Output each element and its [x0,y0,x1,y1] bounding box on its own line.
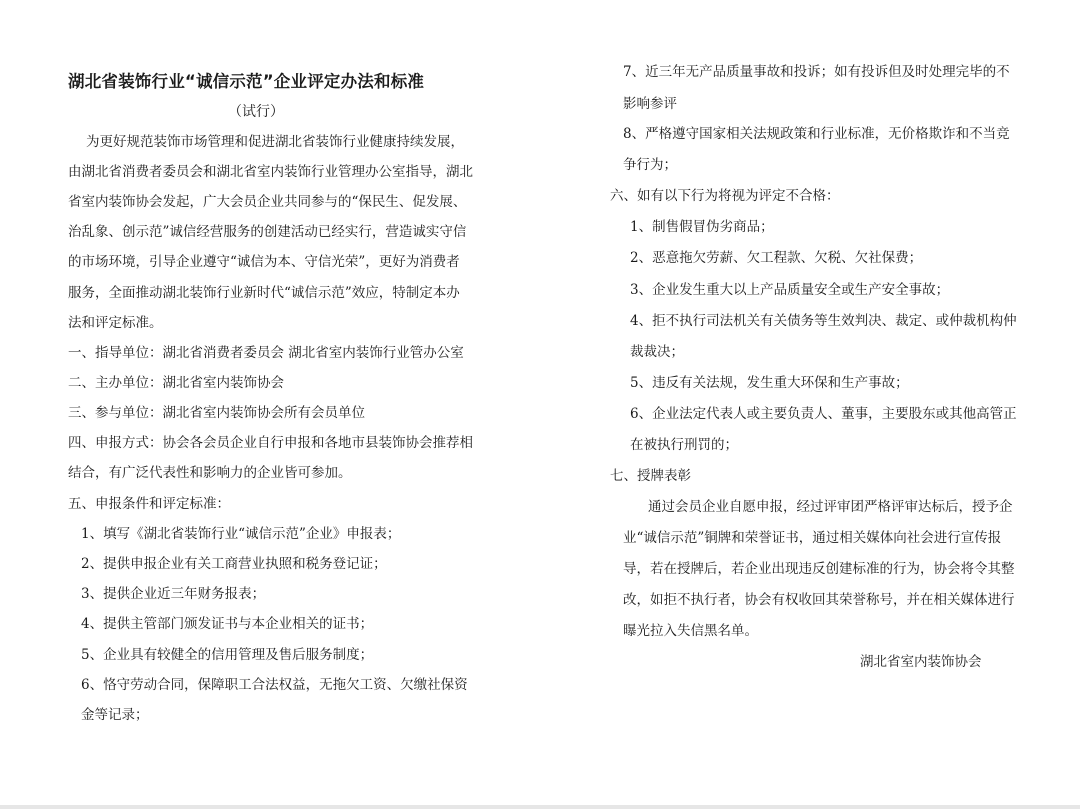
section-7-heading: 七、授牌表彰 [610,468,691,484]
disqualify-item-2: 2、恶意拖欠劳薪、欠工程款、欠税、欠社保费； [630,250,923,266]
criteria-item-8-cont: 争行为； [623,157,677,173]
section-3-participants: 三、参与单位：湖北省室内装饰协会所有会员单位 [68,405,365,421]
disqualify-item-3: 3、企业发生重大以上产品质量安全或生产安全事故； [630,282,950,298]
disqualify-item-4: 4、拒不执行司法机关有关债务等生效判决、裁定、或仲裁机构仲 [630,313,1017,329]
page-bottom-edge [0,805,1080,809]
document-title: 湖北省装饰行业“诚信示范”企业评定办法和标准 [68,72,425,91]
criteria-item-3: 3、提供企业近三年财务报表； [81,586,266,602]
section-1-guidance: 一、指导单位：湖北省消费者委员会 湖北省室内装饰行业管办公室 [68,345,464,361]
disqualify-item-6: 6、企业法定代表人或主要负责人、董事，主要股东或其他高管正 [630,406,1017,422]
criteria-item-6: 6、恪守劳动合同，保障职工合法权益，无拖欠工资、欠缴社保资 [81,677,468,693]
intro-line: 省室内装饰协会发起，广大会员企业共同参与的“保民生、促发展、 [68,194,467,210]
document-subtitle: （试行） [228,104,284,120]
criteria-item-8: 8、严格遵守国家相关法规政策和行业标准，无价格欺诈和不当竞 [623,126,1010,142]
disqualify-item-4-cont: 裁裁决； [630,344,684,360]
criteria-item-2: 2、提供申报企业有关工商营业执照和税务登记证； [81,556,387,572]
criteria-item-7-cont: 影响参评 [623,96,677,112]
intro-line: 的市场环境，引导企业遵守“诚信为本、守信光荣”，更好为消费者 [68,254,460,270]
intro-line: 服务，全面推动湖北装饰行业新时代“诚信示范”效应，特制定本办 [68,285,460,301]
award-line: 业“诚信示范”铜牌和荣誉证书，通过相关媒体向社会进行宣传报 [623,530,1002,546]
award-line: 导，若在授牌后，若企业出现违反创建标准的行为，协会将令其整 [623,561,1015,577]
signature-organization: 湖北省室内装饰协会 [860,654,982,670]
section-5-heading: 五、申报条件和评定标准： [68,496,230,512]
intro-line: 由湖北省消费者委员会和湖北省室内装饰行业管理办公室指导，湖北 [68,164,473,180]
disqualify-item-5: 5、违反有关法规，发生重大环保和生产事故； [630,375,909,391]
section-4-application-cont: 结合，有广泛代表性和影响力的企业皆可参加。 [68,465,352,481]
criteria-item-1: 1、填写《湖北省装饰行业“诚信示范”企业》申报表； [81,526,401,542]
award-line: 改，如拒不执行者，协会有权收回其荣誉称号，并在相关媒体进行 [623,592,1015,608]
section-4-application: 四、申报方式：协会各会员企业自行申报和各地市县装饰协会推荐相 [68,435,473,451]
intro-line: 治乱象、创示范”诚信经营服务的创建活动已经实行，营造诚实守信 [68,224,467,240]
section-6-heading: 六、如有以下行为将视为评定不合格： [610,188,840,204]
criteria-item-6-cont: 金等记录； [81,707,149,723]
award-line: 通过会员企业自愿申报，经过评审团严格评审达标后，授予企 [648,499,1013,515]
intro-line: 为更好规范装饰市场管理和促进湖北省装饰行业健康持续发展， [86,134,464,150]
intro-line: 法和评定标准。 [68,315,163,331]
disqualify-item-6-cont: 在被执行刑罚的； [630,437,738,453]
award-line: 曝光拉入失信黑名单。 [623,623,758,639]
criteria-item-5: 5、企业具有较健全的信用管理及售后服务制度； [81,647,374,663]
disqualify-item-1: 1、制售假冒伪劣商品； [630,219,774,235]
criteria-item-7: 7、近三年无产品质量事故和投诉；如有投诉但及时处理完毕的不 [623,64,1010,80]
section-2-organizer: 二、主办单位：湖北省室内装饰协会 [68,375,284,391]
criteria-item-4: 4、提供主管部门颁发证书与本企业相关的证书； [81,616,374,632]
